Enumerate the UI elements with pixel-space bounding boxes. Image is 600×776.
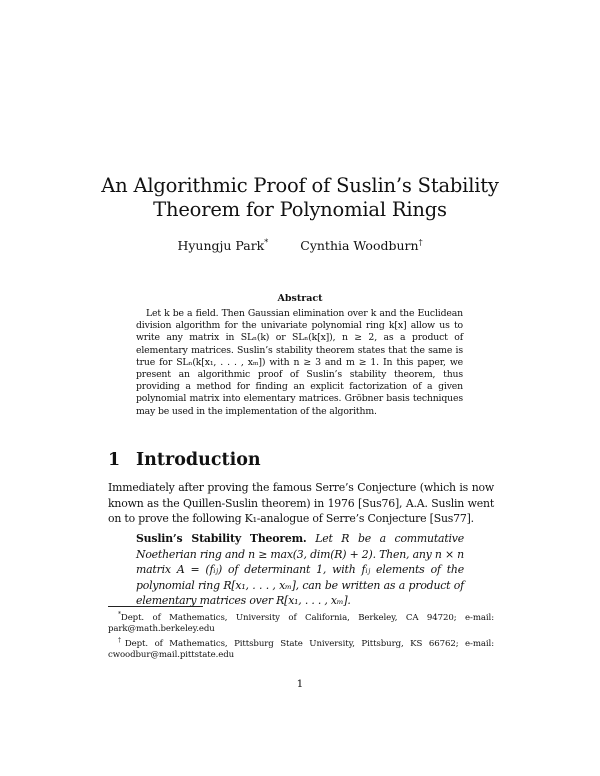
intro-paragraph: Immediately after proving the famous Serre’s Conjecture (which is now known as the Quillen-Suslin theorem) in 1976 [Sus76], A.A. Suslin went on to prove the following K₁-analogue of Serre’s Conjecture [Sus77]. xyxy=(108,481,494,525)
author-name: Cynthia Woodburn xyxy=(300,238,419,254)
footnote-text: Dept. of Mathematics, Pittsburg State University, Pittsburg, KS 66762; e-mail: cwoodbur@mail.pittstate.edu xyxy=(108,639,495,661)
section-heading xyxy=(108,450,261,470)
author-1 xyxy=(177,238,268,253)
author-footnote-mark: † xyxy=(418,238,423,247)
author-name: Hyungju Park xyxy=(177,238,265,254)
footnote-divider xyxy=(108,606,203,607)
abstract-text: Let k be a field. Then Gaussian elimination over k and the Euclidean division algorithm for the univariate polynomial ring k[x] allow us to write any matrix in SLₙ(k) or SLₙ(k[x]), n ≥ 2, as a product of elementary matrices. Suslin’s stability theorem states that the same is true for SLₙ(k[x₁, . . . , xₘ]) with n ≥ 3 and m ≥ 1. In this paper, we present an algorithmic proof of Suslin’s stability theorem, thus providing a method for finding an explicit factorization of a given polynomial matrix into elementary matrices. Gröbner basis techniques may be used in the implementation of the algorithm. xyxy=(136,308,463,417)
author-2 xyxy=(300,238,422,253)
footnote-mark: * xyxy=(118,611,121,618)
footnotes xyxy=(108,609,494,662)
theorem-statement xyxy=(136,531,464,609)
author-list xyxy=(0,238,600,253)
footnote-1 xyxy=(108,609,494,635)
section-title: Introduction xyxy=(136,450,261,470)
abstract-heading: Abstract xyxy=(277,293,323,304)
page-number: 1 xyxy=(296,678,304,690)
theorem-label: Suslin’s Stability Theorem. xyxy=(136,532,307,545)
footnote-mark: † xyxy=(118,637,125,645)
author-footnote-mark: * xyxy=(264,238,269,247)
footnote-2 xyxy=(108,635,494,661)
footnote-text: Dept. of Mathematics, University of California, Berkeley, CA 94720; e-mail: park@math.berkeley.edu xyxy=(108,612,494,635)
section-number: 1 xyxy=(108,450,121,470)
paper-title xyxy=(0,174,600,222)
title-line-2: Theorem for Polynomial Rings xyxy=(153,198,447,221)
title-line-1: An Algorithmic Proof of Suslin’s Stability xyxy=(101,174,499,197)
theorem-text: Let R be a commutative Noetherian ring and n ≥ max(3, dim(R) + 2). Then, any n × n matrix A = (fᵢⱼ) of determinant 1, with fᵢⱼ elements of the polynomial ring R[x₁, . . . , xₘ], can be written as a product of elementary matrices over R[x₁, . . . , xₘ]. xyxy=(136,532,465,608)
